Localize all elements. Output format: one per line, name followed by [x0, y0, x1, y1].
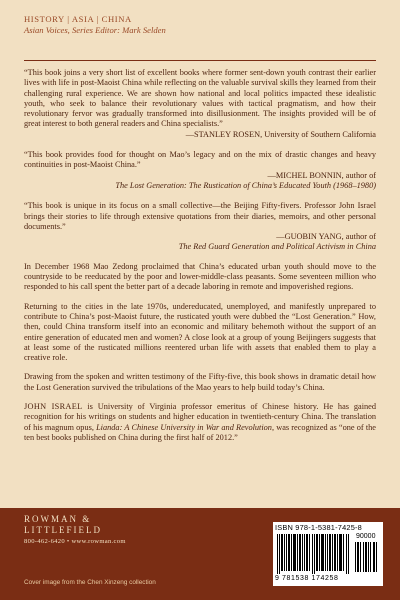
cover-image-credit: Cover image from the Chen Xinzeng collection	[24, 579, 156, 586]
blurb-quote: “This book provides food for thought on Mao’s legacy and on the mix of drastic changes and heavy continuities in post-Maoist China.”	[24, 150, 376, 170]
bio-text-end: , was recognized as “one of the ten best books published on China during the first half of 2012.”	[24, 422, 376, 442]
author-name: JOHN ISRAEL	[24, 402, 83, 412]
header-divider	[24, 60, 376, 61]
barcode-digits: 9 781538 174258	[275, 575, 339, 582]
cover-header	[24, 14, 376, 35]
blurb-attribution	[24, 171, 376, 192]
attribution-book-title: The Lost Generation: The Rustication of China’s Educated Youth (1968–1980)	[115, 180, 376, 190]
price-code: 90000	[356, 533, 376, 540]
barcode-bars	[277, 534, 351, 574]
bio-text: is University of Virginia professor emeritus of Chinese history. He has gained recognition for his writings on students and higher education in twentieth-century China. The translation of his magnum opus,	[24, 402, 376, 432]
publisher-name-line-1: ROWMAN &	[24, 514, 92, 524]
attribution-name: —STANLEY ROSEN, University of Southern California	[185, 129, 376, 139]
cover-copy	[24, 68, 376, 443]
addon-barcode-bars	[355, 542, 379, 572]
blurb-quote: “This book joins a very short list of excellent books where former sent-down youth contrast their earlier lives with life in post-Maoist China while reflecting on the valuable survival skills they learned from their challenging rural experience. We are shown how national and local politics impacted these idealistic youth, who seek to balance their revolutionary values with tactical pragmatism, and how their revolutionary fervor was gradually transformed into disillusionment. The insights provided will be of great interest to both general readers and China specialists.”	[24, 68, 376, 129]
publisher-name-line-2: LITTLEFIELD	[24, 525, 102, 535]
bio-book-title: Lianda: A Chinese University in War and Revolution	[96, 422, 272, 432]
blurb-quote: “This book is unique in its focus on a small collective—the Beijing Fifty-fivers. Professor John Israel brings their stories to life through extensive quotations from their diaries, memoirs, and other personal documents.”	[24, 201, 376, 231]
isbn-barcode	[273, 522, 383, 586]
author-bio	[24, 402, 376, 443]
blurb-attribution	[24, 130, 376, 140]
publisher-logo	[24, 514, 126, 545]
description-paragraph: Drawing from the spoken and written testimony of the Fifty-five, this book shows in dramatic detail how the Lost Generation survived the tribulations of the Mao years to help build today’s China.	[24, 372, 376, 392]
subject-categories: HISTORY | ASIA | CHINA	[24, 14, 132, 24]
attribution-book-title: The Red Guard Generation and Political Activism in China	[178, 242, 376, 252]
series-editor-line: Asian Voices, Series Editor: Mark Selden	[24, 25, 166, 35]
publisher-contact: 800-462-6420 • www.rowman.com	[24, 538, 126, 545]
description-paragraph: Returning to the cities in the late 1970s, undereducated, unemployed, and manifestly unprepared to contribute to China’s post-Maoist future, the rusticated youth were dubbed the “Lost Generation.” How, then, could China transform itself into an economic and military behemoth without the support of an entire generation of educated men and women? A close look at a group of young Beijingers suggests that at least some of the rusticated millions reentered urban life with assets that enabled them to play a creative role.	[24, 301, 376, 363]
isbn-label: ISBN 978-1-5381-7425-8	[275, 523, 362, 532]
attribution-name: —MICHEL BONNIN, author of	[267, 170, 376, 180]
description-paragraph: In December 1968 Mao Zedong proclaimed that China’s educated urban youth should move to the countryside to be reeducated by the poor and lower-middle-class peasants. Some seventeen million who responded to his call spent the better part of a decade laboring in remote and impoverished regions.	[24, 261, 376, 292]
attribution-name: —GUOBIN YANG, author of	[276, 232, 376, 242]
blurb-attribution	[24, 232, 376, 253]
